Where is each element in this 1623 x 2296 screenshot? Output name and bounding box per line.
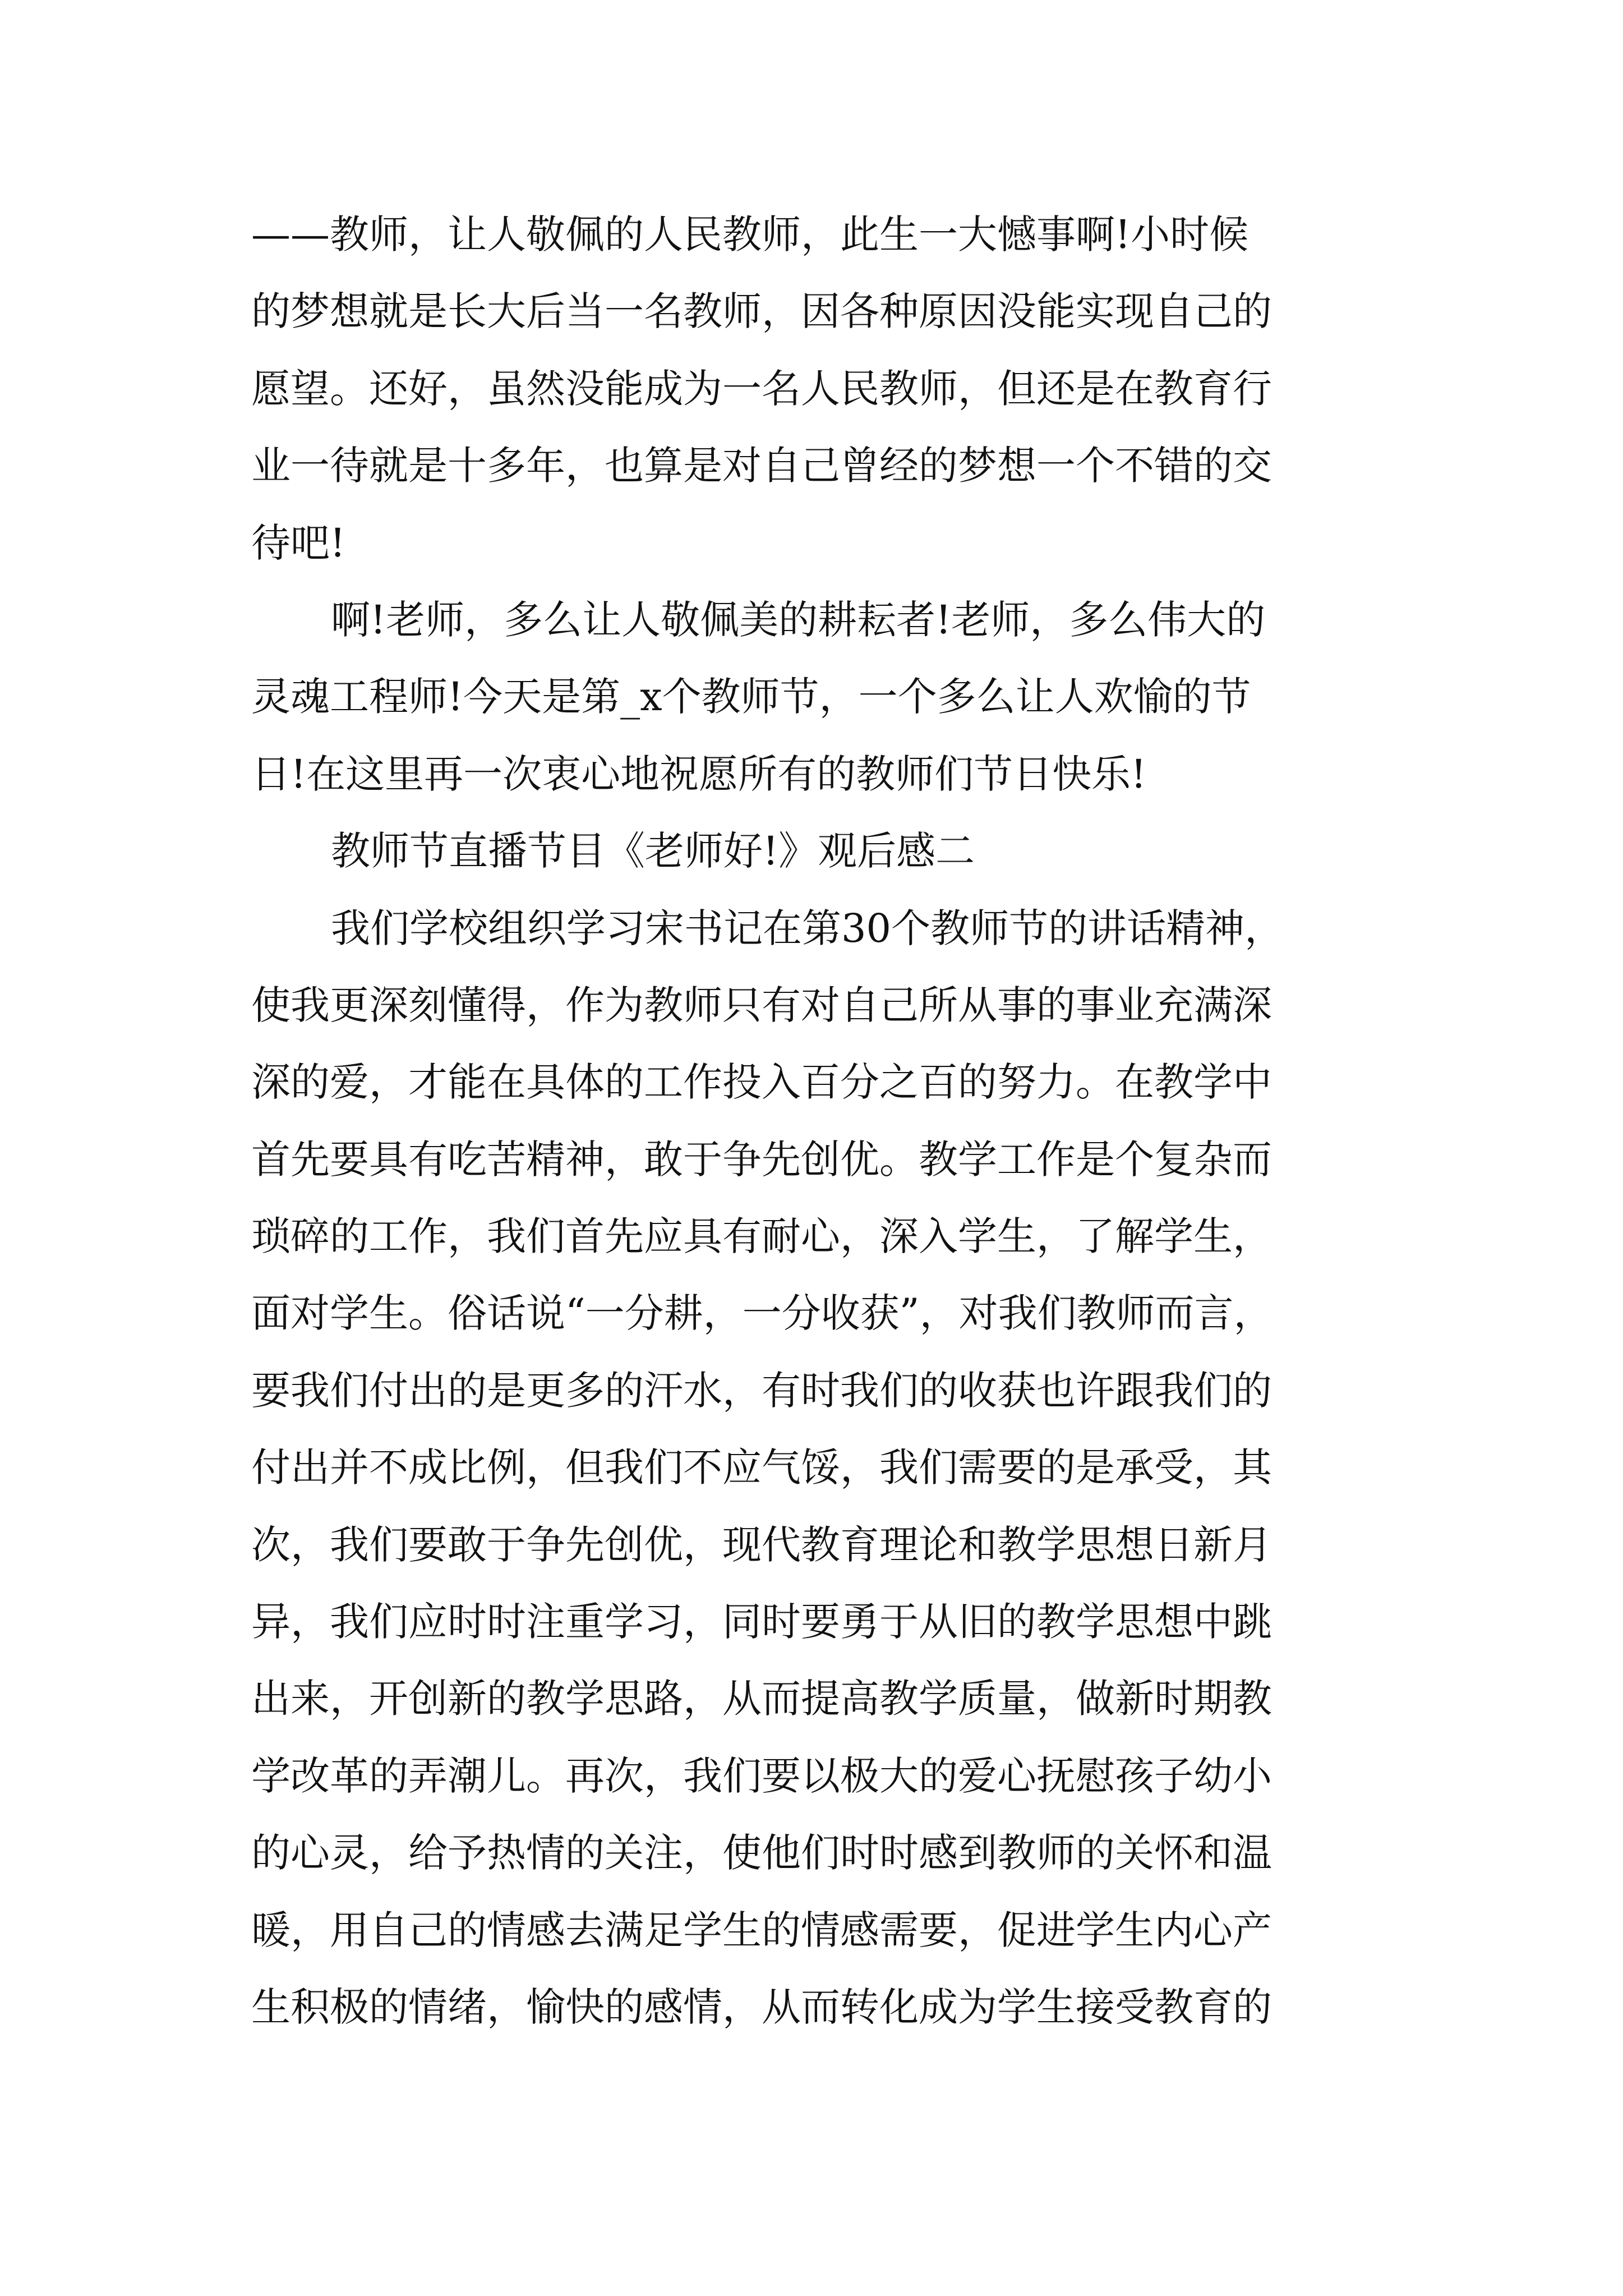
paragraph-first-line: 啊!老师，多么让人敬佩美的耕耘者!老师，多么伟大的 bbox=[331, 596, 1266, 643]
text-line: 学改革的弄潮儿。再次，我们要以极大的爱心抚慰孩子幼小 bbox=[251, 1752, 1272, 1799]
text-line: 灵魂工程师!今天是第_x个教师节，一个多么让人欢愉的节 bbox=[251, 674, 1251, 720]
text-line: 面对学生。俗话说“一分耕，一分收获”，对我们教师而言， bbox=[251, 1290, 1273, 1337]
text-line: 出来，开创新的教学思路，从而提高教学质量，做新时期教 bbox=[251, 1676, 1272, 1722]
text-line: ——教师，让人敬佩的人民教师，此生一大憾事啊!小时候 bbox=[251, 211, 1249, 257]
text-line: 的梦想就是长大后当一名教师，因各种原因没能实现自己的 bbox=[251, 288, 1272, 335]
body-text bbox=[251, 196, 1390, 2046]
text-line: 暖，用自己的情感去满足学生的情感需要，促进学生内心产 bbox=[251, 1907, 1272, 1953]
text-line: 使我更深刻懂得，作为教师只有对自己所从事的事业充满深 bbox=[251, 982, 1272, 1028]
text-line: 付出并不成比例，但我们不应气馁，我们需要的是承受，其 bbox=[251, 1444, 1272, 1491]
text-line: 生积极的情绪，愉快的感情，从而转化成为学生接受教育的 bbox=[251, 1984, 1272, 2030]
text-line: 业一待就是十多年，也算是对自己曾经的梦想一个不错的交 bbox=[251, 443, 1272, 489]
text-line: 琐碎的工作，我们首先应具有耐心，深入学生，了解学生， bbox=[251, 1213, 1272, 1260]
section-heading: 教师节直播节目《老师好!》观后感二 bbox=[331, 828, 975, 875]
text-line: 愿望。还好，虽然没能成为一名人民教师，但还是在教育行 bbox=[251, 365, 1272, 412]
text-line: 深的爱，才能在具体的工作投入百分之百的努力。在教学中 bbox=[251, 1059, 1272, 1106]
paragraph-first-line: 我们学校组织学习宋书记在第30个教师节的讲话精神， bbox=[331, 905, 1284, 951]
text-line: 异，我们应时时注重学习，同时要勇于从旧的教学思想中跳 bbox=[251, 1599, 1272, 1645]
text-line: 日!在这里再一次衷心地祝愿所有的教师们节日快乐! bbox=[251, 751, 1147, 797]
text-line: 次，我们要敢于争先创优，现代教育理论和教学思想日新月 bbox=[251, 1521, 1272, 1568]
text-line: 的心灵，给予热情的关注，使他们时时感到教师的关怀和温 bbox=[251, 1830, 1272, 1876]
text-line: 要我们付出的是更多的汗水，有时我们的收获也许跟我们的 bbox=[251, 1367, 1272, 1414]
text-line: 首先要具有吃苦精神，敢于争先创优。教学工作是个复杂而 bbox=[251, 1136, 1272, 1182]
text-line: 待吧! bbox=[251, 519, 346, 566]
